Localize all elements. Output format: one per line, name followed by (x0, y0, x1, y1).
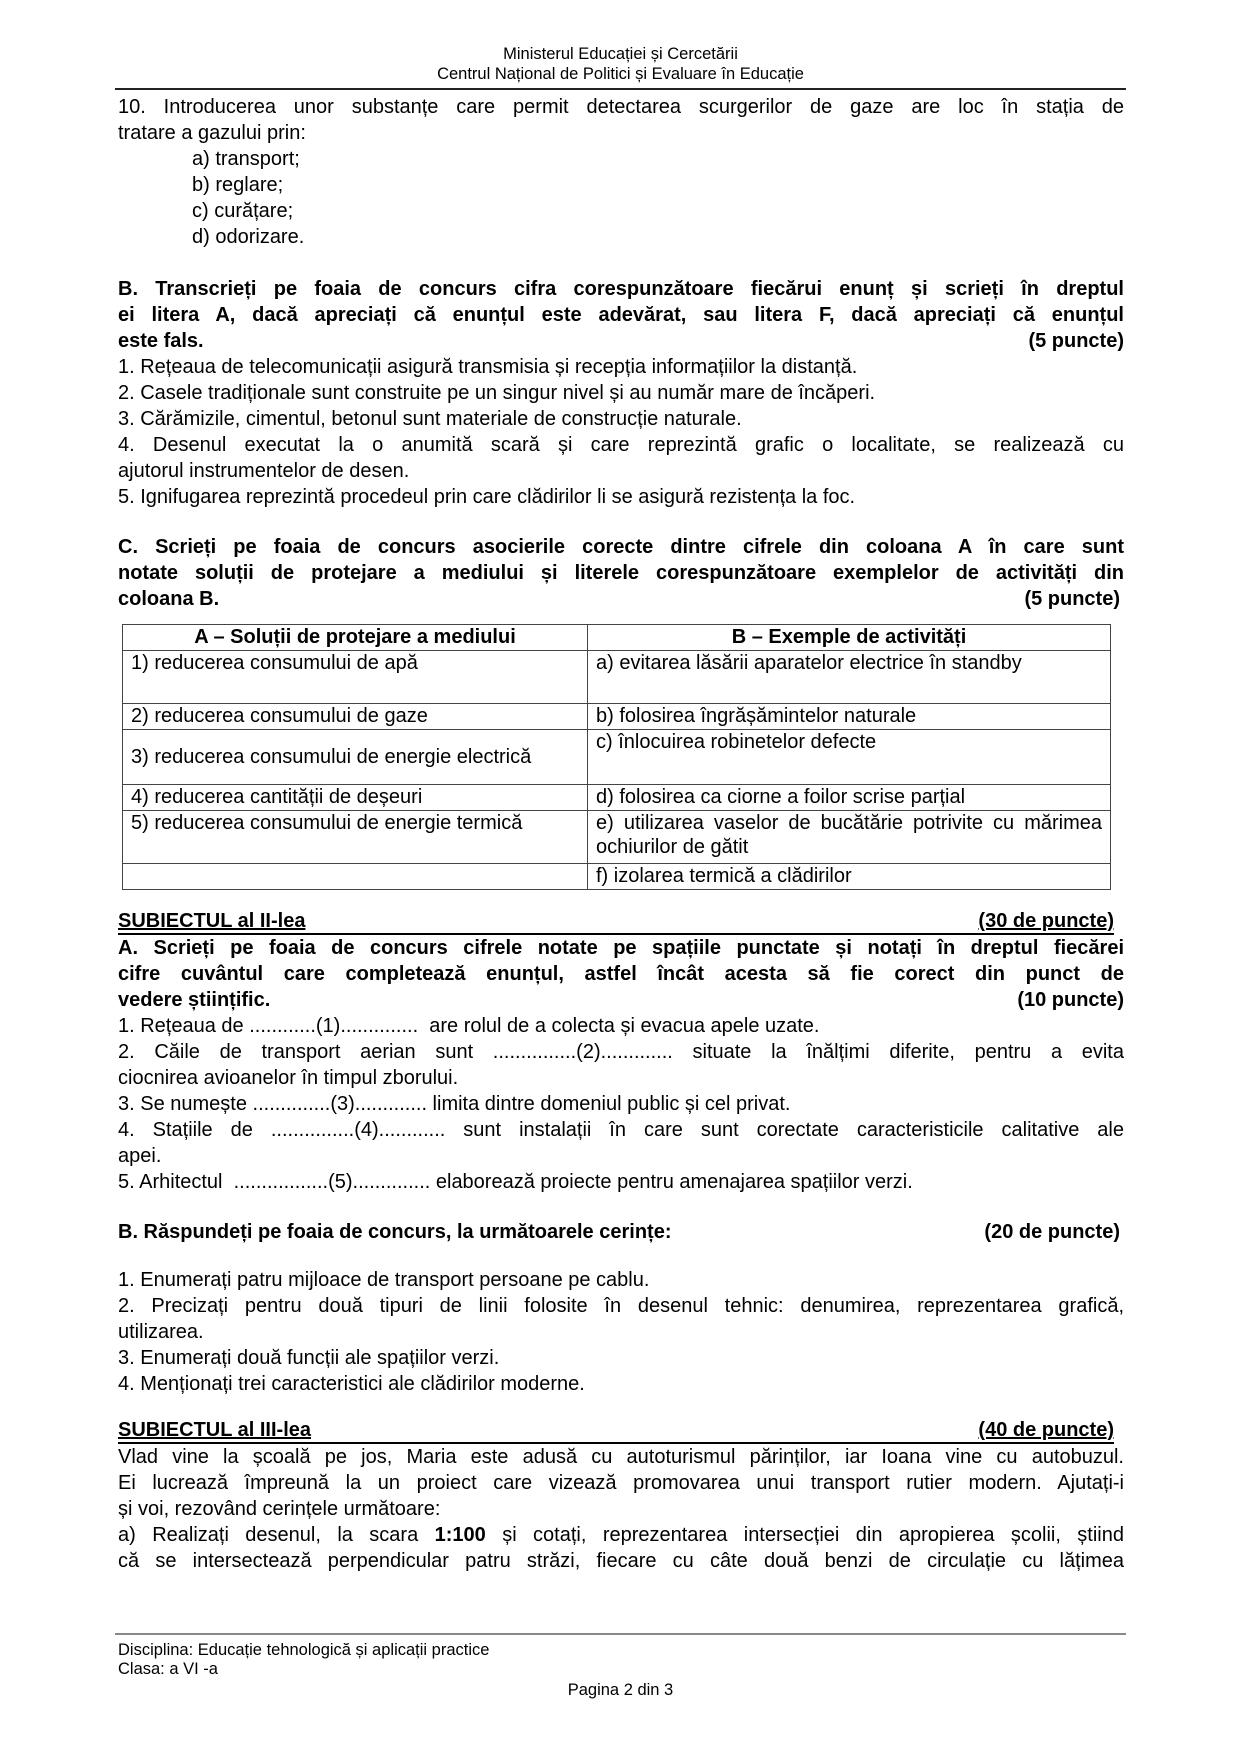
subject-2a-points: (10 puncte) (1017, 989, 1124, 1011)
table-row (123, 730, 1111, 785)
scenario-line-1: Vlad vine la școală pe jos, Maria este adusă cu autoturismul părinților, iar Ioana vine cu autobuzul. (118, 1446, 1124, 1468)
option-c: c) curățare; (192, 200, 294, 222)
column-b-header: B – Exemple de activități (588, 625, 1111, 651)
cell-a: 5) reducerea consumului de energie termică (123, 811, 588, 864)
header-divider (115, 88, 1126, 90)
column-a-header: A – Soluții de protejare a mediului (123, 625, 588, 651)
cell-b: b) folosirea îngrășămintelor naturale (588, 704, 1111, 730)
fill-item-4: 4. Stațiile de ...............(4)............ sunt instalații în care sunt corectate caracteristicile calitative ale (118, 1119, 1124, 1141)
footer-discipline: Disciplina: Educație tehnologică și aplicații practice (118, 1641, 490, 1659)
question-10 (118, 94, 1124, 250)
subject-3 (118, 1419, 1124, 1574)
requirement-2: 2. Precizați pentru două tipuri de linii folosite în desenul tehnic: denumirea, reprezentarea grafică, (118, 1295, 1124, 1317)
footer-class: Clasa: a VI -a (118, 1660, 218, 1678)
page-number: Pagina 2 din 3 (567, 1681, 674, 1699)
cell-b: e) utilizarea vaselor de bucătărie potrivite cu mărimea ochiurilor de gătit (588, 811, 1111, 864)
cell-b: a) evitarea lăsării aparatelor electrice în standby (588, 651, 1111, 704)
footer-divider (115, 1633, 1126, 1635)
subject-2-title: SUBIECTUL al II-lea (118, 910, 306, 932)
subject-2a-instruction: A. Scrieți pe foaia de concurs cifrele notate pe spațiile punctate și notați în dreptul fiecărei (118, 937, 1124, 959)
cell-a: 4) reducerea cantității de deșeuri (123, 785, 588, 811)
page-footer (118, 1641, 489, 1679)
exam-content (118, 94, 1124, 1574)
option-a: a) transport; (192, 148, 300, 170)
task-a-cont: că se intersectează perpendicular patru străzi, fiecare cu câte două benzi de circulație cu lățimea (118, 1550, 1124, 1572)
header-ministry: Ministerul Educației și Cercetării (503, 45, 738, 63)
subject-2-heading (118, 910, 1114, 935)
association-table (122, 624, 1111, 890)
question-10-text-cont: tratare a gazului prin: (118, 122, 306, 144)
fill-item-3: 3. Se numește ..............(3)............. limita dintre domeniul public și cel privat. (118, 1093, 791, 1115)
section-b-instruction-2: ei litera A, dacă apreciați că enunțul este adevărat, sau litera F, dacă apreciați că enunțul (118, 304, 1124, 326)
section-c-instruction-3: coloana B. (5 puncte) (118, 588, 1120, 610)
subject-2b-instruction: B. Răspundeți pe foaia de concurs, la următoarele cerințe: (20 de puncte) (118, 1221, 1120, 1243)
subject-2-points: (30 de puncte) (978, 910, 1114, 932)
statement-1: 1. Rețeaua de telecomunicații asigură transmisia și recepția informațiilor la distanță. (118, 356, 858, 378)
section-b-instruction: B. Transcrieți pe foaia de concurs cifra corespunzătoare fiecărui enunț și scrieți în dreptul (118, 278, 1124, 300)
requirement-1: 1. Enumerați patru mijloace de transport persoane pe cablu. (118, 1269, 650, 1291)
subject-3-title: SUBIECTUL al III-lea (118, 1419, 312, 1441)
statement-4: 4. Desenul executat la o anumită scară și care reprezintă grafic o localitate, se realizează cu (118, 434, 1124, 456)
table-header-row (123, 625, 1111, 651)
page-header (115, 44, 1126, 84)
cell-a: 3) reducerea consumului de energie electrică (123, 730, 588, 785)
fill-item-5: 5. Arhitectul .................(5).............. elaborează proiecte pentru amenajarea spațiilor verzi. (118, 1171, 913, 1193)
section-c-instruction: C. Scrieți pe foaia de concurs asocierile corecte dintre cifrele din coloana A în care sunt (118, 536, 1124, 558)
option-b: b) reglare; (192, 174, 284, 196)
fill-item-4-cont: apei. (118, 1145, 162, 1167)
cell-b: d) folosirea ca ciorne a foilor scrise parțial (588, 785, 1111, 811)
question-10-text: 10. Introducerea unor substanțe care permit detectarea scurgerilor de gaze are loc în stația de (118, 96, 1124, 118)
subject-2a-instruction-2: cifre cuvântul care completează enunțul, astfel încât acesta să fie corect din punct de (118, 963, 1124, 985)
fill-item-1: 1. Rețeaua de ............(1).............. are rolul de a colecta și evacua apele uzate. (118, 1015, 820, 1037)
table-row (123, 864, 1111, 890)
section-c-association (118, 534, 1124, 890)
cell-b: c) înlocuirea robinetelor defecte (588, 730, 1111, 785)
cell-a: 1) reducerea consumului de apă (123, 651, 588, 704)
requirement-4: 4. Menționați trei caracteristici ale clădirilor moderne. (118, 1373, 585, 1395)
table-row (123, 651, 1111, 704)
section-c-instruction-2: notate soluții de protejare a mediului și literele corespunzătoare exemplelor de activități din (118, 562, 1124, 584)
statement-2: 2. Casele tradiționale sunt construite pe un singur nivel și au număr mare de încăperi. (118, 382, 876, 404)
subject-2b-points: (20 de puncte) (984, 1221, 1120, 1243)
cell-a (123, 864, 588, 890)
subject-3-points: (40 de puncte) (978, 1419, 1114, 1441)
statement-3: 3. Cărămizile, cimentul, betonul sunt materiale de construcție naturale. (118, 408, 742, 430)
fill-item-2-cont: ciocnirea avioanelor în timpul zborului. (118, 1067, 459, 1089)
scenario-line-2: Ei lucrează împreună la un proiect care vizează promovarea unui transport rutier modern. Ajutați-i (118, 1472, 1124, 1494)
task-a: a) Realizați desenul, la scara 1:100 și cotați, reprezentarea intersecției din apropierea școlii, știind (118, 1524, 1124, 1546)
requirement-2-cont: utilizarea. (118, 1321, 204, 1343)
section-c-points: (5 puncte) (1024, 588, 1120, 610)
cell-b: f) izolarea termică a clădirilor (588, 864, 1111, 890)
table-row (123, 811, 1111, 864)
subject-2 (118, 910, 1124, 1397)
requirement-3: 3. Enumerați două funcții ale spațiilor verzi. (118, 1347, 500, 1369)
section-b-points: (5 puncte) (1028, 330, 1124, 352)
section-b-true-false (118, 276, 1124, 510)
table-row (123, 785, 1111, 811)
statement-5: 5. Ignifugarea reprezintă procedeul prin care clădirilor li se asigură rezistența la foc. (118, 486, 856, 508)
cell-a: 2) reducerea consumului de gaze (123, 704, 588, 730)
header-center: Centrul Național de Politici și Evaluare în Educație (437, 65, 804, 83)
scenario-line-3: și voi, rezovând cerințele următoare: (118, 1498, 441, 1520)
subject-3-heading (118, 1419, 1114, 1444)
scale-value: 1:100 (434, 1524, 486, 1546)
table-row (123, 704, 1111, 730)
option-d: d) odorizare. (192, 226, 305, 248)
subject-2a-instruction-3: vedere științific. (10 puncte) (118, 989, 1124, 1011)
section-b-instruction-3: este fals. (5 puncte) (118, 330, 1124, 352)
statement-4-cont: ajutorul instrumentelor de desen. (118, 460, 410, 482)
fill-item-2: 2. Căile de transport aerian sunt ...............(2)............. situate la înălțimi diferite, pentru a evita (118, 1041, 1124, 1063)
